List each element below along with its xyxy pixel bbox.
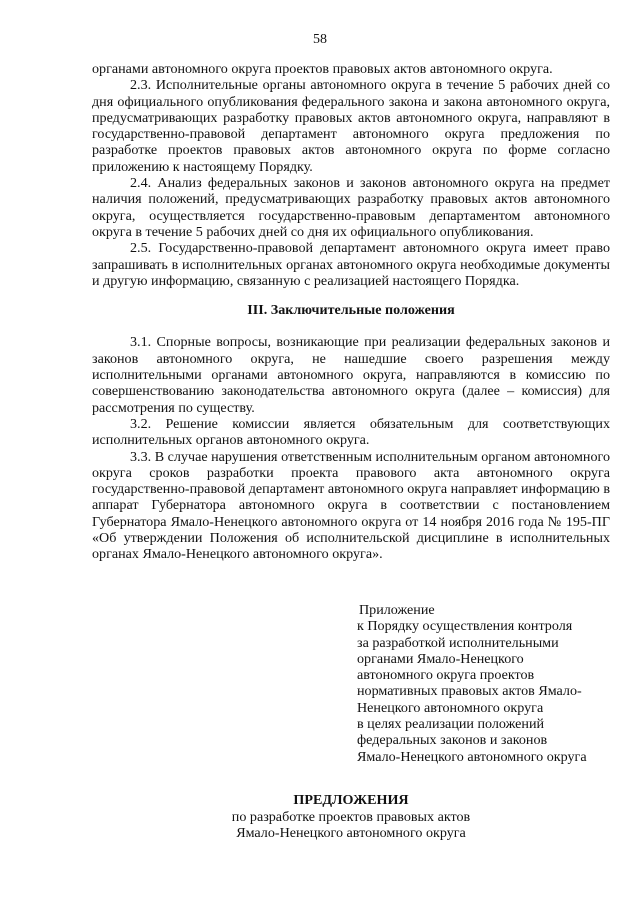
appendix-reference xyxy=(357,602,613,765)
appendix-line: Приложение xyxy=(359,602,435,618)
paragraph-2-5: 2.5. Государственно-правовой департамент автономного округа имеет право запрашивать в исполнительных органах автономного округа необходимые документы и другую информацию, связанную с реализацией настоящего Порядка. xyxy=(92,240,610,289)
paragraph-2-2-end: органами автономного округа проектов правовых актов автономного округа. xyxy=(92,61,553,77)
appendix-line: нормативных правовых актов Ямало- xyxy=(357,683,582,700)
paragraph-2-4: 2.4. Анализ федеральных законов и законов автономного округа на предмет наличия положений, предусматривающих разработку правовых актов автономного округа, осуществляется государственно-правовым департаментом автономного округа в течение 5 рабочих дней со дня их официального опубликования. xyxy=(92,175,610,240)
document-body xyxy=(92,61,610,563)
appendix-line: за разработкой исполнительными xyxy=(357,634,559,651)
proposal-subtitle-line-1: по разработке проектов правовых актов xyxy=(231,808,471,825)
paragraph-3-1: 3.1. Спорные вопросы, возникающие при реализации федеральных законов и законов автономного округа, не нашедшие своего разрешения между исполнительными органами автономного округа, направляются в комиссию по совершенствованию законодательства автономного округа (далее – комиссия) для рассмотрения по существу. xyxy=(92,334,610,416)
paragraph-3-3: 3.3. В случае нарушения ответственным исполнительным органом автономного округа сроков разработки проекта правового акта автономного округа государственно-правовой департамент автономного округа направляет информацию в аппарат Губернатора автономного округа в соответствии с постановлением Губернатора Ямало-Ненецкого автономного округа от 14 ноября 2016 года № 195-ПГ «Об утверждении Положения об исполнительской дисциплине в исполнительных органах Ямало-Ненецкого автономного округа». xyxy=(92,448,610,563)
page-number: 58 xyxy=(313,32,327,47)
appendix-line: Ямало-Ненецкого автономного округа xyxy=(357,748,587,765)
appendix-line: органами Ямало-Ненецкого xyxy=(357,650,524,667)
appendix-line: в целях реализации положений xyxy=(357,716,545,733)
appendix-line: к Порядку осуществления контроля xyxy=(357,618,573,635)
section-3-heading: III. Заключительные положения xyxy=(247,302,455,319)
proposal-subtitle-line-2: Ямало-Ненецкого автономного округа xyxy=(236,825,466,841)
appendix-line: Ненецкого автономного округа xyxy=(357,699,544,716)
proposal-title: ПРЕДЛОЖЕНИЯ xyxy=(293,792,409,808)
proposal-heading-block xyxy=(92,792,610,842)
appendix-line: федеральных законов и законов xyxy=(357,732,548,749)
paragraph-2-3: 2.3. Исполнительные органы автономного округа в течение 5 рабочих дней со дня официального опубликования федерального закона и закона автономного округа, предусматривающих разработку правовых актов автономного округа, направляют в государственно-правовой департамент автономного округа предложения по разработке проектов правовых актов автономного округа по форме согласно приложению к настоящему Порядку. xyxy=(92,77,610,175)
paragraph-3-2: 3.2. Решение комиссии является обязательным для соответствующих исполнительных органов автономного округа. xyxy=(92,415,610,449)
appendix-line: автономного округа проектов xyxy=(357,667,535,684)
